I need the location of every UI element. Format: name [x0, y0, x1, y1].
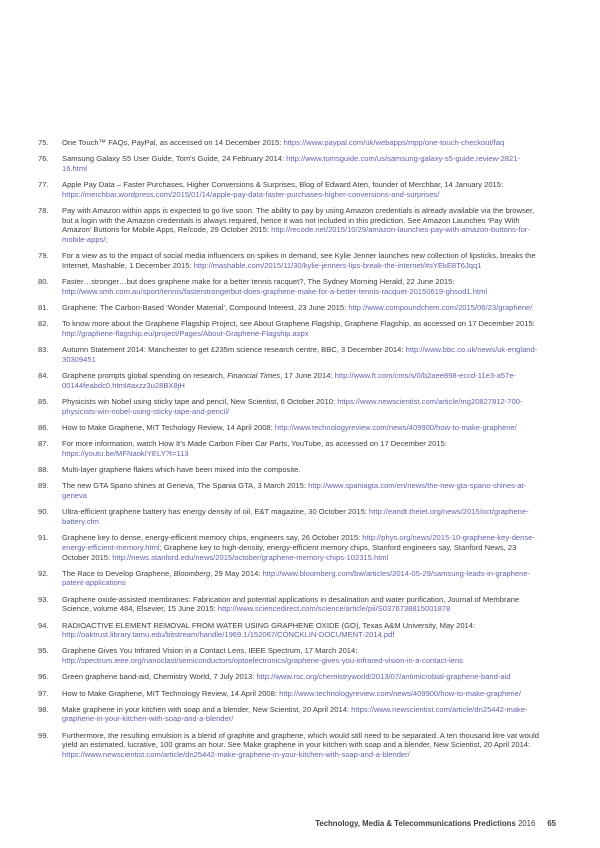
reference-segment: Autumn Statement 2014: Manchester to get £235m science research centre, BBC, 3 December 2014: [62, 345, 406, 355]
reference-segment: How to Make Graphene, MIT Technology Review, 14 April 2008: [62, 688, 280, 698]
reference-link[interactable]: http://www.bloomberg.com/bw/articles/2014-05-29/samsung-leads-in-graphene-patent-applications [62, 568, 531, 588]
reference-number: 92. [38, 568, 49, 578]
reference-segment: Samsung Galaxy S5 User Guide, Tom's Guide, 24 February 2014: [62, 154, 287, 164]
reference-link[interactable]: https://www.newscientist.com/article/dn25442-make-graphene-in-your-kitchen-with-soap-and-a-blender/ [62, 704, 528, 724]
reference-text [62, 180, 544, 199]
reference-link[interactable]: http://spectrum.ieee.org/nanoclast/semiconductors/optoelectronics/graphene-gives-you-infrared-vision-in-a-contact-lens [62, 656, 463, 666]
reference-text [62, 138, 544, 148]
reference-text [62, 371, 544, 390]
reference-item [38, 319, 544, 338]
reference-number: 95. [38, 646, 49, 656]
reference-item [38, 397, 544, 416]
reference-link[interactable]: http://www.technologyreview.com/news/409900/how-to-make-graphene/ [279, 688, 521, 698]
reference-segment: Apple Pay Data – Faster Purchases, Higher Conversions & Surprises, Blog of Edward Aten, founder of Merchbar, 14 January 2015: [62, 180, 504, 190]
publication-name: Financial Times [227, 371, 281, 381]
reference-segment: The Race to Develop Graphene, [62, 568, 174, 578]
reference-item [38, 439, 544, 458]
reference-text [62, 672, 544, 682]
reference-item [38, 251, 544, 270]
reference-number: 88. [38, 465, 49, 475]
reference-item [38, 138, 544, 148]
reference-link[interactable]: http://phys.org/news/2015-10-graphene-key-dense-energy-efficient-memory.html; [62, 533, 535, 552]
reference-segment: Make graphene in your kitchen with soap and a blender, New Scientist, 20 April 2014: [62, 704, 352, 714]
reference-number: 86. [38, 422, 49, 432]
reference-item [38, 689, 544, 699]
reference-segment: To know more about the Graphene Flagship Project, see About Graphene Flagship, Graphene Flagship, as accessed on 17 December 2015: [62, 319, 535, 329]
reference-segment: Pay with Amazon within apps is expected to go live soon. The ability to pay by using Amazon credentials is already available via the browser, but a login with the Amazon credentials is always required, hence it was not included in this prediction. See Amazon Launches ‘Pay With Amazon’ Buttons for Mobile Apps, Re/code, 29 October 2015: [62, 206, 535, 235]
reference-text [62, 689, 544, 699]
reference-link[interactable]: http://www.rsc.org/chemistryworld/2013/07/antimicrobial-graphene-band-aid [256, 672, 511, 682]
reference-segment: Graphene Gives You Infrared Vision in a Contact Lens, IEEE Spectrum, 17 March 2014: [62, 646, 358, 656]
reference-number: 99. [38, 730, 49, 740]
reference-text [62, 277, 544, 296]
reference-text [62, 465, 544, 475]
reference-number: 93. [38, 594, 49, 604]
reference-link[interactable]: http://www.ft.com/cms/s/0/b2aee898-eccd-11e3-a57e-00144feabdc0.html#axzz3u28BX8jH [62, 371, 516, 390]
reference-text [62, 319, 544, 338]
reference-segment: Graphene prompts global spending on research, [62, 371, 228, 381]
reference-segment: , 29 May 2014: [210, 568, 263, 578]
reference-segment: Graphene: The Carbon-Based ‘Wonder Material’, Compound Interest, 23 June 2015: [62, 303, 349, 313]
reference-text [62, 533, 544, 562]
reference-number: 78. [38, 206, 49, 216]
reference-link[interactable]: http://eandt.theiet.org/news/2015/oct/graphene-battery.cfm [62, 507, 529, 526]
reference-segment: The new GTA Spano shines at Geneva, The Spania GTA, 3 March 2015: [62, 481, 309, 491]
reference-number: 82. [38, 319, 49, 329]
reference-segment: How to Make Graphene, MIT Techology Review, 14 April 2008: [62, 422, 275, 432]
reference-segment: , 17 June 2014: [280, 371, 335, 381]
reference-number: 94. [38, 620, 49, 630]
reference-item [38, 533, 544, 562]
reference-text [62, 705, 544, 724]
reference-text [62, 507, 544, 526]
reference-number: 87. [38, 439, 49, 449]
reference-segment: Ultra-efficient graphene battery has energy density of oil, E&T magazine, 30 October 2015: [62, 507, 370, 517]
reference-segment: For a view as to the impact of social media influencers on spikes in demand, see Kylie Jenner launches new collection of lipsticks, breaks the Internet, Mashable, 1 December 2015: [62, 251, 536, 271]
reference-number: 77. [38, 180, 49, 190]
reference-item [38, 180, 544, 199]
reference-link[interactable]: https://www.newscientist.com/article/dn25442-make-graphene-in-your-kitchen-with-soap-and-a-blender/ [62, 750, 410, 760]
reference-link[interactable]: http://www.smh.com.au/sport/tennis/fasterstrongerbut-does-graphene-make-for-a-better-tennis-racquet-20150619-ghsod1.html [62, 286, 488, 296]
reference-link[interactable]: http://www.technologyreview.com/news/409900/how-to-make-graphene/ [274, 422, 517, 432]
reference-link[interactable]: http://graphene-flagship.eu/project/Pages/About-Graphene-Flagship.aspx [62, 329, 309, 339]
reference-text [62, 154, 544, 173]
reference-text [62, 345, 544, 364]
page-number: 65 [547, 819, 556, 828]
reference-item [38, 705, 544, 724]
reference-item [38, 277, 544, 296]
reference-item [38, 423, 544, 433]
references-list [38, 138, 544, 766]
reference-link[interactable]: http://www.sciencedirect.com/science/article/pii/S0376738815001878 [217, 604, 451, 614]
reference-text [62, 423, 544, 433]
reference-segment: Multi-layer graphene flakes which have been mixed into the composite. [62, 465, 301, 475]
reference-link[interactable]: http://news.stanford.edu/news/2015/october/graphene-memory-chips-102315.html [112, 552, 389, 562]
reference-item [38, 206, 544, 245]
reference-item [38, 371, 544, 390]
reference-text [62, 646, 544, 665]
reference-text [62, 595, 544, 614]
reference-number: 96. [38, 672, 49, 682]
reference-text [62, 481, 544, 500]
reference-item [38, 646, 544, 665]
reference-item [38, 465, 544, 475]
reference-text [62, 621, 544, 640]
reference-text [62, 303, 544, 313]
reference-item [38, 569, 544, 588]
reference-segment: RADIOACTIVE ELEMENT REMOVAL FROM WATER USING GRAPHENE OXIDE (GO), Texas A&M University, May 2014: [62, 620, 476, 630]
reference-segment: Furthermore, the resulting emulsion is a blend of graphite and graphene, which would still need to be separated. A ten thousand litre vat would yield an estimated, lucrative, 100 grams an hour. See Make graphene in your kitchen with soap and a blender, New Scientist, 20 April 2014: [62, 730, 540, 750]
reference-number: 90. [38, 507, 49, 517]
reference-segment: Faster…stronger…but does graphene make for a better tennis racquet?, The Sydney Morning Herald, 22 June 2015: [62, 277, 455, 287]
reference-text [62, 569, 544, 588]
reference-link[interactable]: http://www.spaniagta.com/en/news/the-new-gta-spano-shines-at-geneva [62, 481, 527, 500]
reference-item [38, 731, 544, 760]
reference-item [38, 303, 544, 313]
reference-number: 76. [38, 154, 49, 164]
reference-segment: Graphene oxide-assisted membranes: Fabrication and potential applications in desalination and water purification, Journal of Membrane Science, volume 484, Elsevier, 15 June 2015: [62, 594, 520, 614]
reference-link[interactable]: http://oaktrust.library.tamu.edu/bitstream/handle/1969.1/152067/CONCKLIN-DOCUMENT-2014.pdf [62, 630, 395, 640]
reference-segment: Graphene key to dense, energy-efficient memory chips, engineers say, 26 October 2015: [62, 533, 363, 543]
reference-segment: Graphene key to high-density, energy-efficient memory chips, Stanford engineers say, Stanford News, 23 October 2015: [62, 542, 517, 562]
reference-link[interactable]: http://www.tomsguide.com/us/samsung-galaxy-s5-guide,review-2821-16.html [62, 154, 520, 173]
reference-text [62, 251, 544, 270]
reference-link[interactable]: http://mashable.com/2015/11/30/kylie-jenners-lips-break-the-internet/#sYEkE8T6Jqq1 [193, 261, 482, 271]
reference-number: 98. [38, 704, 49, 714]
reference-text [62, 731, 544, 760]
reference-number: 89. [38, 481, 49, 491]
reference-text [62, 397, 544, 416]
footer-year: 2016 [517, 819, 536, 828]
reference-number: 91. [38, 533, 49, 543]
reference-item [38, 595, 544, 614]
reference-link[interactable]: https://www.paypal.com/uk/webapps/mpp/one-touch-checkout/faq [283, 138, 505, 147]
reference-number: 84. [38, 371, 49, 381]
reference-item [38, 345, 544, 364]
reference-link[interactable]: https://merchbar.wordpress.com/2015/01/14/apple-pay-data-faster-purchases-higher-conversions-and-surprises/ [62, 189, 440, 199]
footer-report-title: Technology, Media & Telecommunications Predictions [315, 819, 516, 828]
reference-number: 75. [38, 138, 49, 147]
reference-segment: For more information, watch How It’s Made Carbon Fiber Car Parts, YouTube, as accessed on 17 December 2015: [62, 439, 447, 449]
reference-number: 83. [38, 345, 49, 355]
reference-number: 97. [38, 688, 49, 698]
reference-segment: Green graphene band-aid, Chemistry World, 7 July 2013: [62, 672, 257, 682]
reference-link[interactable]: http://www.bbc.co.uk/news/uk-england-30309451 [62, 345, 538, 364]
reference-number: 85. [38, 397, 49, 407]
reference-segment: Physicists win Nobel using sticky tape and pencil, New Scientist, 6 October 2010: [62, 397, 338, 407]
reference-link[interactable]: http://www.compoundchem.com/2015/06/23/graphene/ [348, 303, 533, 313]
reference-item [38, 507, 544, 526]
reference-text [62, 439, 544, 458]
reference-link[interactable]: https://youtu.be/MFNaokIYELY?t=113 [62, 448, 189, 458]
publication-name: Bloomberg [173, 568, 211, 578]
reference-link[interactable]: https://www.newscientist.com/article/mg20827812-700-physicists-win-nobel-using-sticky-tape-and-pencil/ [62, 397, 523, 416]
reference-number: 80. [38, 277, 49, 287]
reference-number: 81. [38, 303, 49, 313]
reference-item [38, 154, 544, 173]
reference-link[interactable]: http://recode.net/2015/10/29/amazon-launches-pay-with-amazon-buttons-for-mobile-apps/; [62, 225, 530, 245]
reference-segment: One Touch™ FAQs, PayPal, as accessed on 14 December 2015: [62, 138, 284, 147]
reference-number: 79. [38, 251, 49, 261]
page-footer [315, 819, 556, 828]
reference-item [38, 672, 544, 682]
reference-item [38, 621, 544, 640]
reference-item [38, 481, 544, 500]
reference-text [62, 206, 544, 245]
